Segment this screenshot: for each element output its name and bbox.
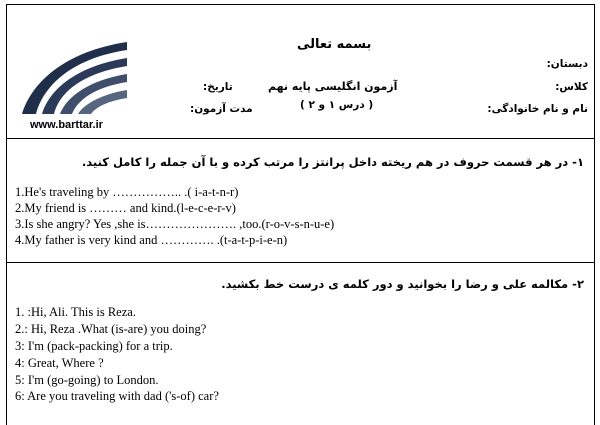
q2-line-4: 4: Great, Where ?	[15, 356, 104, 370]
duration-label: مدت آزمون:	[190, 103, 253, 115]
q1-item-3: 3.Is she angry? Yes ,she is…………………. ,too.(r-o-v-s-n-u-e)	[15, 217, 335, 231]
exam-title: آزمون انگلیسی پایه نهم	[268, 80, 398, 93]
q2-line-5: 5: I'm (go-going) to London.	[15, 373, 159, 387]
q1-item-4: 4.My father is very kind and …………. .(t-a-t-p-i-e-n)	[15, 233, 288, 247]
question1-title: ۱- در هر قسمت حروف در هم ریخته داخل پرانتز را مرتب کرده و با آن جمله را کامل کنید.	[81, 155, 584, 169]
q2-line-2: 2.: Hi, Reza .What (is-are) you doing?	[15, 322, 207, 336]
question-divider	[6, 262, 594, 263]
logo-url: www.barttar.ir	[30, 119, 103, 131]
name-label: نام و نام خانوادگی:	[487, 103, 588, 115]
q2-line-3: 3: I'm (pack-packing) for a trip.	[15, 339, 173, 353]
lessons-range: ( درس ۱ و ۲ )	[300, 99, 374, 111]
barttar-logo	[12, 36, 132, 118]
header-divider	[6, 138, 594, 139]
q1-item-2: 2.My friend is ……… and kind.(l-e-c-e-r-v)	[15, 201, 236, 215]
basmala: بسمه تعالی	[297, 37, 372, 52]
class-label: کلاس:	[555, 81, 588, 93]
school-label: دبستان:	[546, 58, 588, 70]
q2-line-1: 1. :Hi, Ali. This is Reza.	[15, 305, 136, 319]
question2-title: ۲- مکالمه علی و رضا را بخوانید و دور کلمه ی درست خط بکشید.	[221, 277, 584, 291]
date-label: تاریخ:	[203, 81, 233, 93]
q1-item-1: 1.He's traveling by …………….. .( i-a-t-n-r)	[15, 185, 239, 199]
q2-line-6: 6: Are you traveling with dad ('s-of) car?	[15, 389, 219, 403]
